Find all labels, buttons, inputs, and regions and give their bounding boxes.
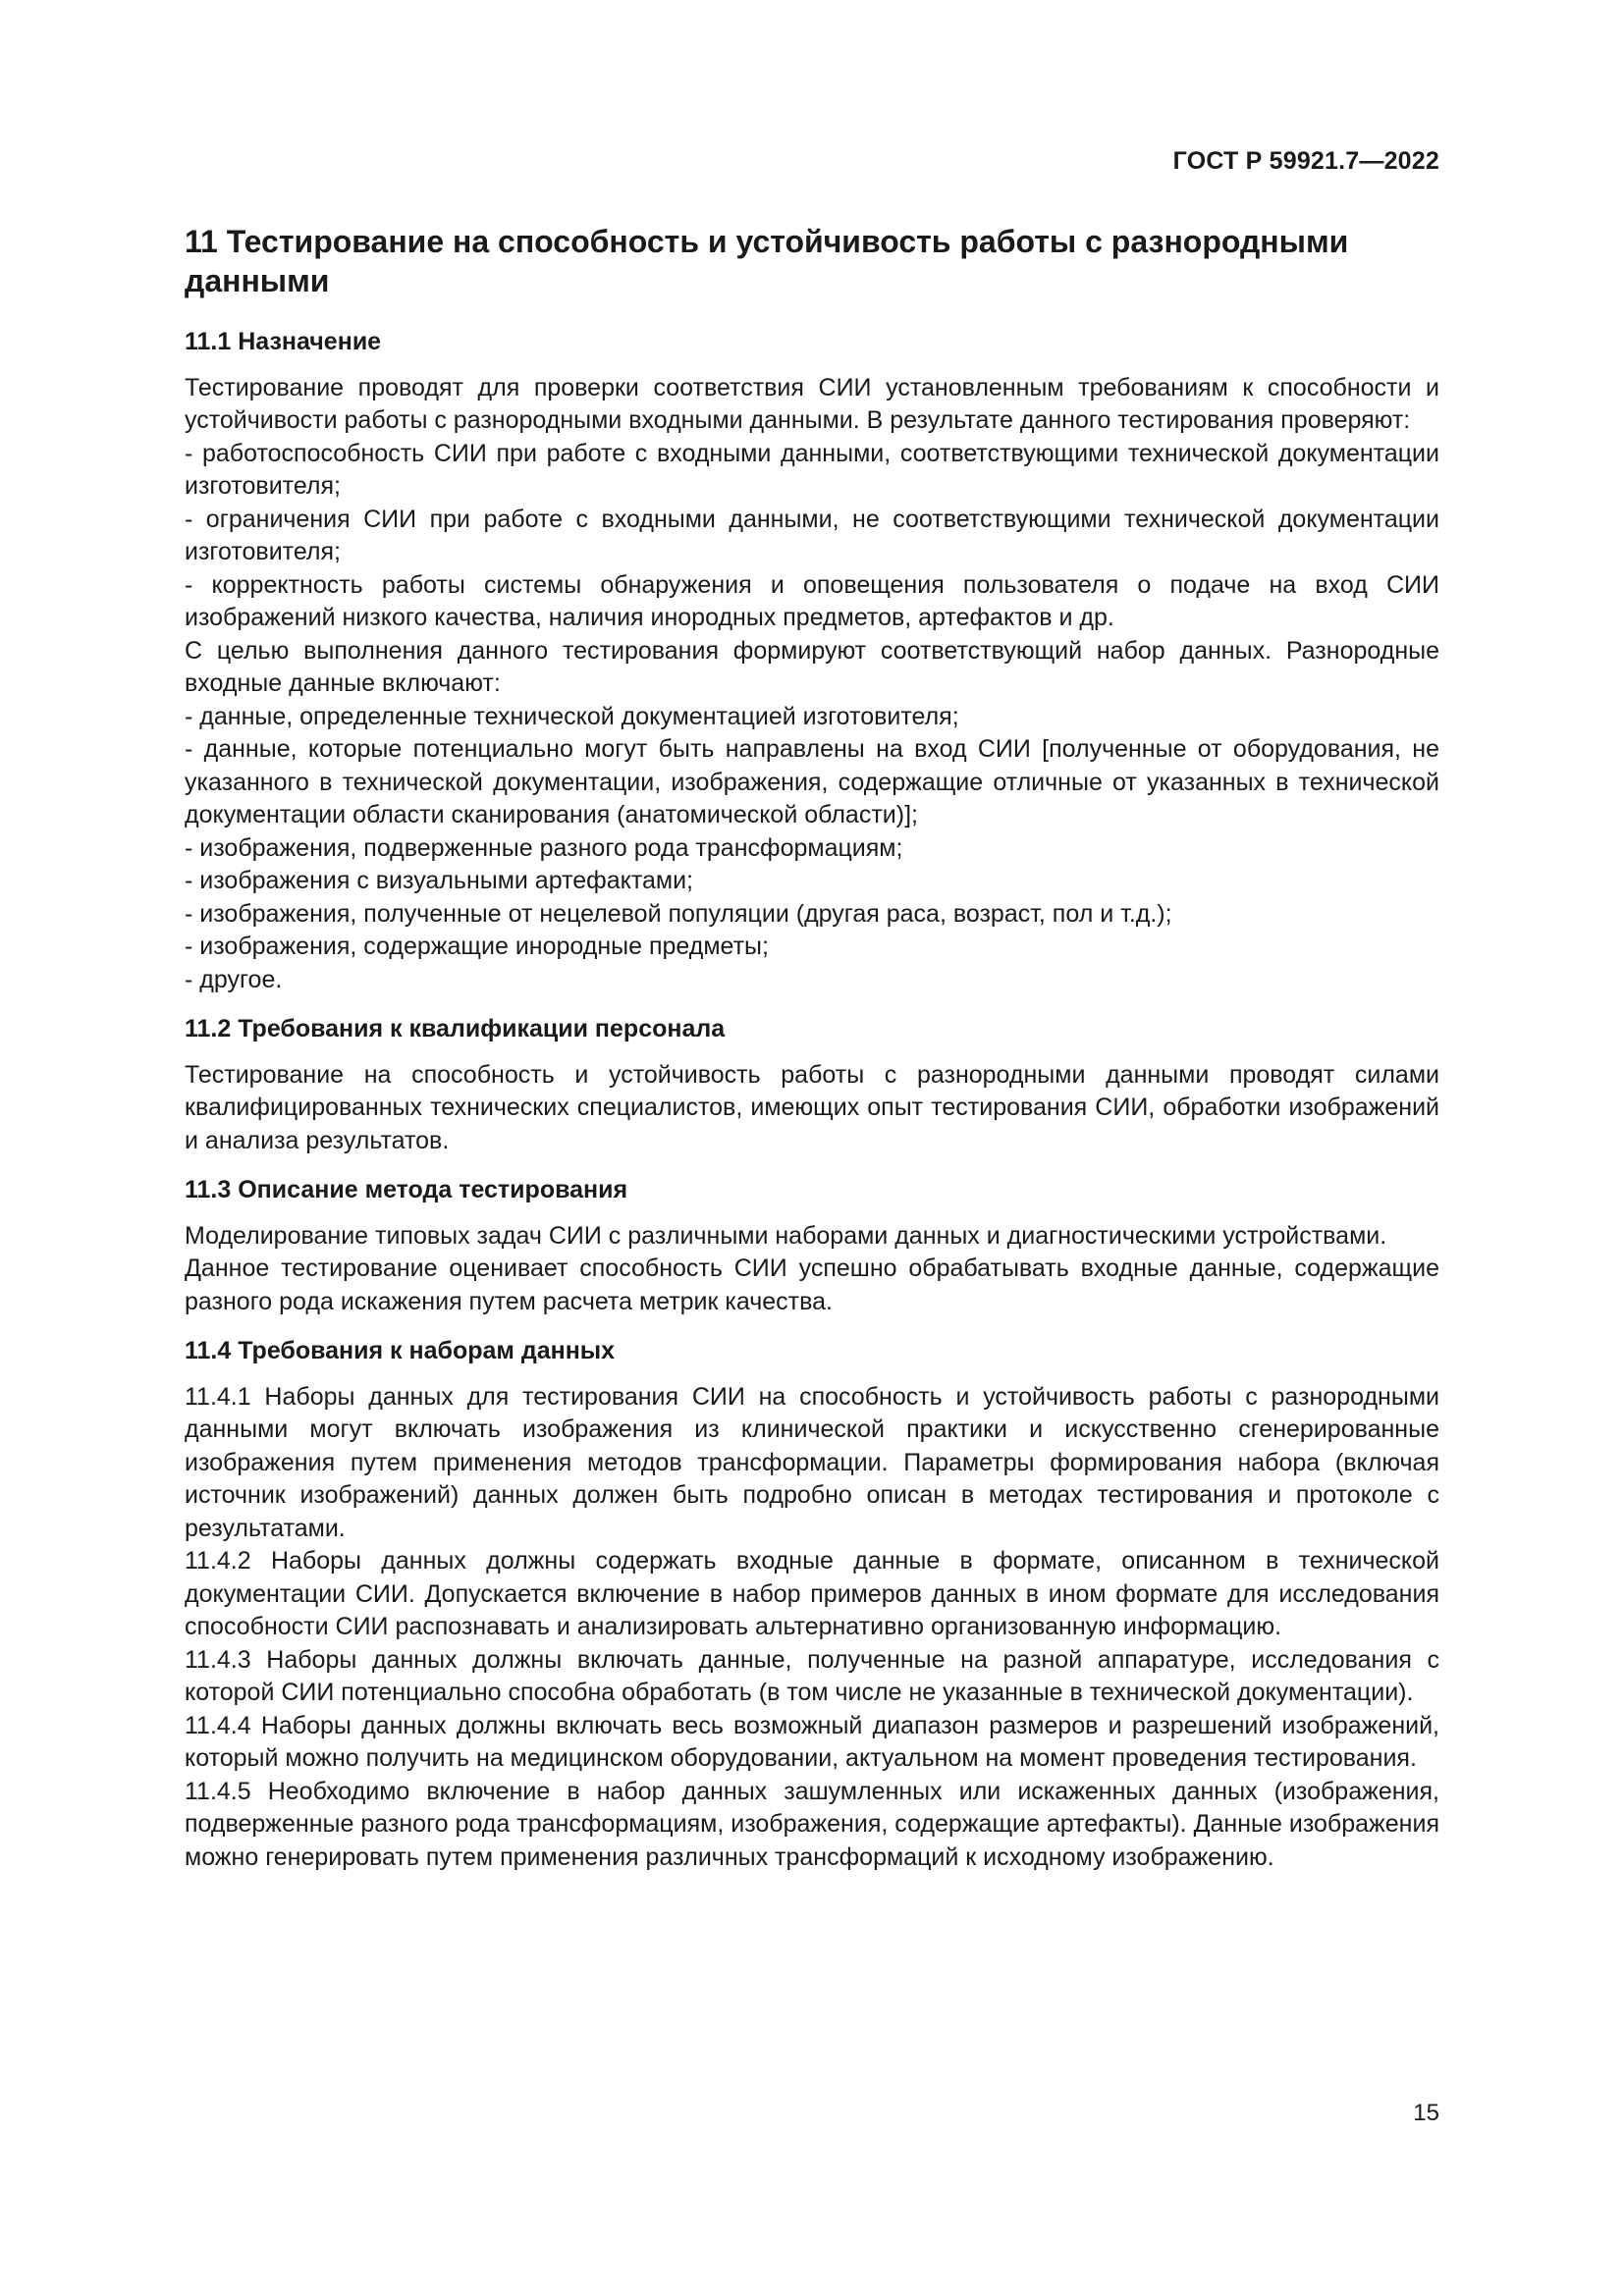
section-2 <box>185 1013 1439 1157</box>
paragraph: - корректность работы системы обнаружения и оповещения пользователя о подаче на вход СИИ изображений низкого качества, наличия инородных предметов, артефактов и др. <box>185 570 1439 631</box>
page-content <box>185 222 1439 1891</box>
paragraph: - изображения с визуальными артефактами; <box>185 867 694 894</box>
paragraph: 11.4.5 Необходимо включение в набор данных зашумленных или искаженных данных (изображения, подверженные разного рода трансформациям, изображения, содержащие артефакты). Данные изображения можно генерировать путем применения различных трансформаций к исходному изображению. <box>185 1777 1439 1871</box>
paragraph: - работоспособность СИИ при работе с входными данными, соответствующими технической документации изготовителя; <box>185 439 1439 500</box>
section-heading: 11.2 Требования к квалификации персонала <box>185 1015 726 1042</box>
section-1 <box>185 326 1439 996</box>
page-number: 15 <box>1413 2100 1439 2126</box>
paragraph: - изображения, подверженные разного рода трансформациям; <box>185 833 903 862</box>
paragraph: 11.4.3 Наборы данных должны включать данные, полученные на разной аппаратуре, исследования с которой СИИ потенциально способна обработать (в том числе не указанные в технической документации). <box>185 1645 1439 1706</box>
paragraph: Моделирование типовых задач СИИ с различными наборами данных и диагностическими устройствами. <box>185 1221 1387 1250</box>
paragraph: С целью выполнения данного тестирования формируют соответствующий набор данных. Разнородные входные данные включают: <box>185 636 1439 697</box>
paragraph: - другое. <box>185 965 283 993</box>
paragraph: Тестирование проводят для проверки соответствия СИИ установленным требованиям к способности и устойчивости работы с разнородными входными данными. В результате данного тестирования проверяют: <box>185 373 1439 434</box>
section-heading: 11.3 Описание метода тестирования <box>185 1176 628 1203</box>
document-code: ГОСТ Р 59921.7—2022 <box>1172 147 1439 175</box>
section-heading: 11.4 Требования к наборам данных <box>185 1337 616 1364</box>
paragraph: - изображения, полученные от нецелевой популяции (другая раса, возраст, пол и т.д.); <box>185 899 1172 928</box>
paragraph: 11.4.2 Наборы данных должны содержать входные данные в формате, описанном в технической документации СИИ. Допускается включение в набор примеров данных в ином формате для исследования способности СИИ распознавать и анализировать альтернативно организованную информацию. <box>185 1547 1439 1640</box>
section-4 <box>185 1335 1439 1874</box>
section-heading: 11.1 Назначение <box>185 328 382 355</box>
sections-container <box>185 326 1439 1874</box>
paragraph: 11.4.4 Наборы данных должны включать весь возможный диапазон размеров и разрешений изображений, который можно получить на медицинском оборудовании, актуальном на момент проведения тестирования. <box>185 1711 1439 1772</box>
paragraph: - изображения, содержащие инородные предметы; <box>185 933 769 960</box>
paragraph: - данные, которые потенциально могут быть направлены на вход СИИ [полученные от оборудования, не указанного в технической документации, изображения, содержащие отличные от указанных в технической документации области сканирования (анатомической области)]; <box>185 735 1439 828</box>
paragraph: - ограничения СИИ при работе с входными данными, не соответствующими технической документации изготовителя; <box>185 505 1439 565</box>
paragraph: Данное тестирование оценивает способность СИИ успешно обрабатывать входные данные, содержащие разного рода искажения путем расчета метрик качества. <box>185 1255 1439 1315</box>
paragraph: 11.4.1 Наборы данных для тестирования СИИ на способность и устойчивость работы с разнородными данными могут включать изображения из клинической практики и искусственно сгенерированные изображения путем применения методов трансформации. Параметры формирования набора (включая источник изображений) данных должен быть подробно описан в методах тестирования и протоколе с результатами. <box>185 1382 1439 1542</box>
paragraph: - данные, определенные технической документацией изготовителя; <box>185 702 959 730</box>
paragraph: Тестирование на способность и устойчивость работы с разнородными данными проводят силами квалифицированных технических специалистов, имеющих опыт тестирования СИИ, обработки изображений и анализа результатов. <box>185 1060 1439 1154</box>
chapter-title: 11 Тестирование на способность и устойчивость работы с разнородными данными <box>185 224 1349 298</box>
section-3 <box>185 1174 1439 1318</box>
